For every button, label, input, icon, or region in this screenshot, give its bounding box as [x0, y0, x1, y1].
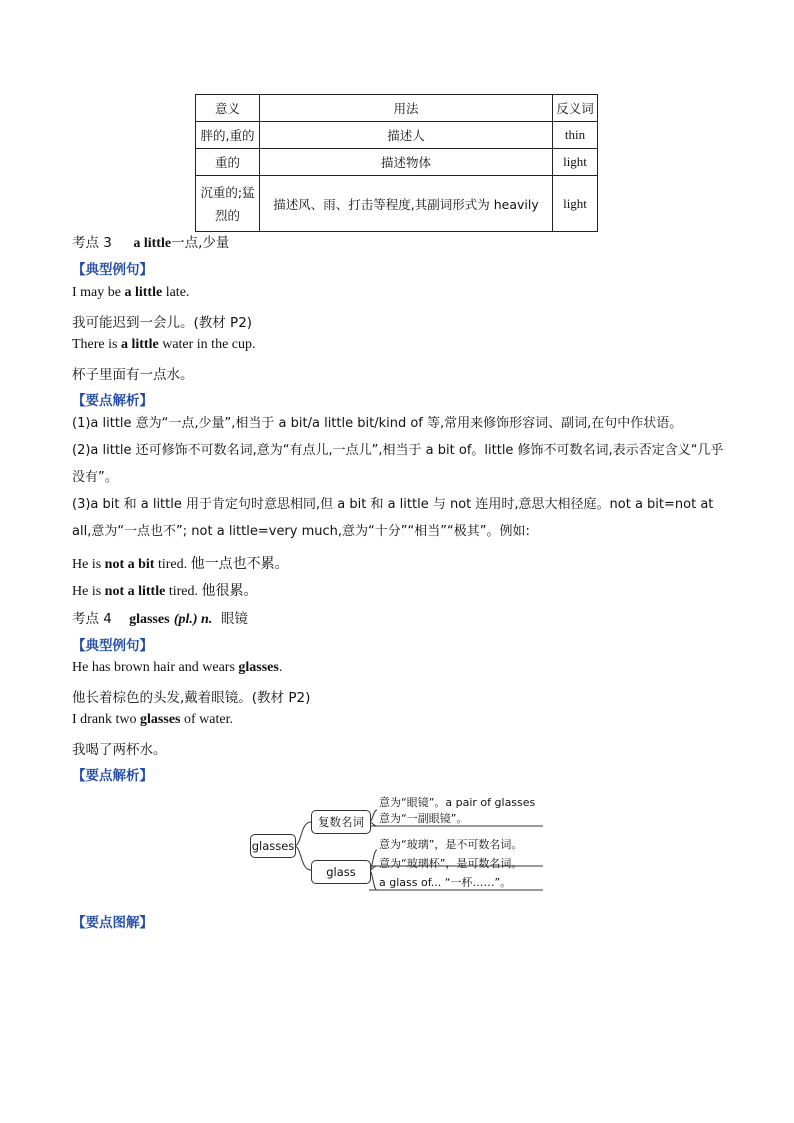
analysis-paragraph-2: (2)a little 还可修饰不可数名词,意为“有点儿,一点儿”,相当于 a bit of。little 修饰不可数名词,表示否定含义“几乎没有”。: [72, 443, 724, 485]
table-header: 意义: [196, 95, 260, 122]
bold-phrase: glasses: [140, 712, 181, 727]
table-cell: light: [553, 176, 598, 232]
table-cell: 描述风、雨、打击等程度,其副词形式为 heavily: [260, 176, 553, 232]
mindmap-branch-glass: glass: [311, 860, 371, 884]
bold-phrase: not a little: [104, 584, 166, 599]
section-examples: 【典型例句】: [72, 262, 153, 278]
kaodian-label: 考点 4: [72, 611, 112, 627]
mindmap-note: a glass of... “一杯……”。: [379, 876, 512, 889]
text: tired. 他一点也不累。: [154, 557, 289, 572]
table-cell: 胖的,重的: [196, 122, 260, 149]
table-cell: 描述物体: [260, 149, 553, 176]
section-diagram: 【要点图解】: [72, 915, 153, 931]
analysis-paragraph-3: (3)a bit 和 a little 用于肯定句时意思相同,但 a bit 和 a little 与 not 连用时,意思大相径庭。not a bit=not at all,意为“一点也不”; not a little=very much,意为“十分”“相当”“极其”。例如:: [72, 497, 714, 539]
text: .: [278, 660, 283, 675]
mindmap-note: 意为“玻璃”，是不可数名词。: [379, 838, 523, 851]
table-cell: thin: [553, 122, 598, 149]
kaodian-term: glasses: [129, 612, 170, 627]
example-translation: 他长着棕色的头发,戴着眼镜。(教材 P2): [72, 690, 311, 706]
section-examples: 【典型例句】: [72, 638, 153, 654]
bold-phrase: glasses: [238, 660, 279, 675]
text: late.: [162, 285, 190, 300]
mindmap-note: 意为“玻璃杯”，是可数名词。: [379, 857, 523, 870]
text: He is: [72, 584, 105, 599]
kaodian-term: a little: [133, 236, 172, 251]
kaodian-meaning: 一点,少量: [171, 235, 230, 251]
section-analysis: 【要点解析】: [72, 768, 153, 784]
section-analysis: 【要点解析】: [72, 393, 153, 409]
mindmap-note: 意为“一副眼镜”。: [379, 812, 468, 825]
text: tired. 他很累。: [165, 584, 258, 599]
kaodian-meaning: 眼镜: [220, 611, 248, 627]
kaodian-label: 考点 3: [72, 235, 112, 251]
bold-phrase: a little: [120, 337, 159, 352]
table-header: 反义词: [553, 95, 598, 122]
text: water in the cup.: [158, 337, 256, 352]
text: He has brown hair and wears: [72, 660, 239, 675]
text: He is: [72, 557, 105, 572]
bold-phrase: a little: [124, 285, 163, 300]
mindmap-branch-plural: 复数名词: [311, 810, 371, 834]
text: I drank two: [72, 712, 141, 727]
example-translation: 杯子里面有一点水。: [72, 367, 194, 383]
table-cell: 描述人: [260, 122, 553, 149]
table-cell: 重的: [196, 149, 260, 176]
analysis-paragraph-1: (1)a little 意为“一点,少量”,相当于 a bit/a little bit/kind of 等,常用来修饰形容词、副词,在句中作状语。: [72, 416, 683, 431]
example-translation: 我可能迟到一会儿。(教材 P2): [72, 315, 253, 331]
text: There is: [72, 337, 121, 352]
text: of water.: [180, 712, 233, 727]
table-cell: light: [553, 149, 598, 176]
kaodian-pos: (pl.) n.: [173, 612, 213, 627]
mindmap-note: 意为“眼镜”。a pair of glasses: [379, 796, 536, 809]
text: I may be: [72, 285, 125, 300]
example-translation: 我喝了两杯水。: [72, 742, 167, 758]
bold-phrase: not a bit: [104, 557, 155, 572]
table-cell: 沉重的;猛烈的: [196, 176, 260, 232]
table-header: 用法: [260, 95, 553, 122]
mindmap-root: glasses: [250, 834, 296, 858]
